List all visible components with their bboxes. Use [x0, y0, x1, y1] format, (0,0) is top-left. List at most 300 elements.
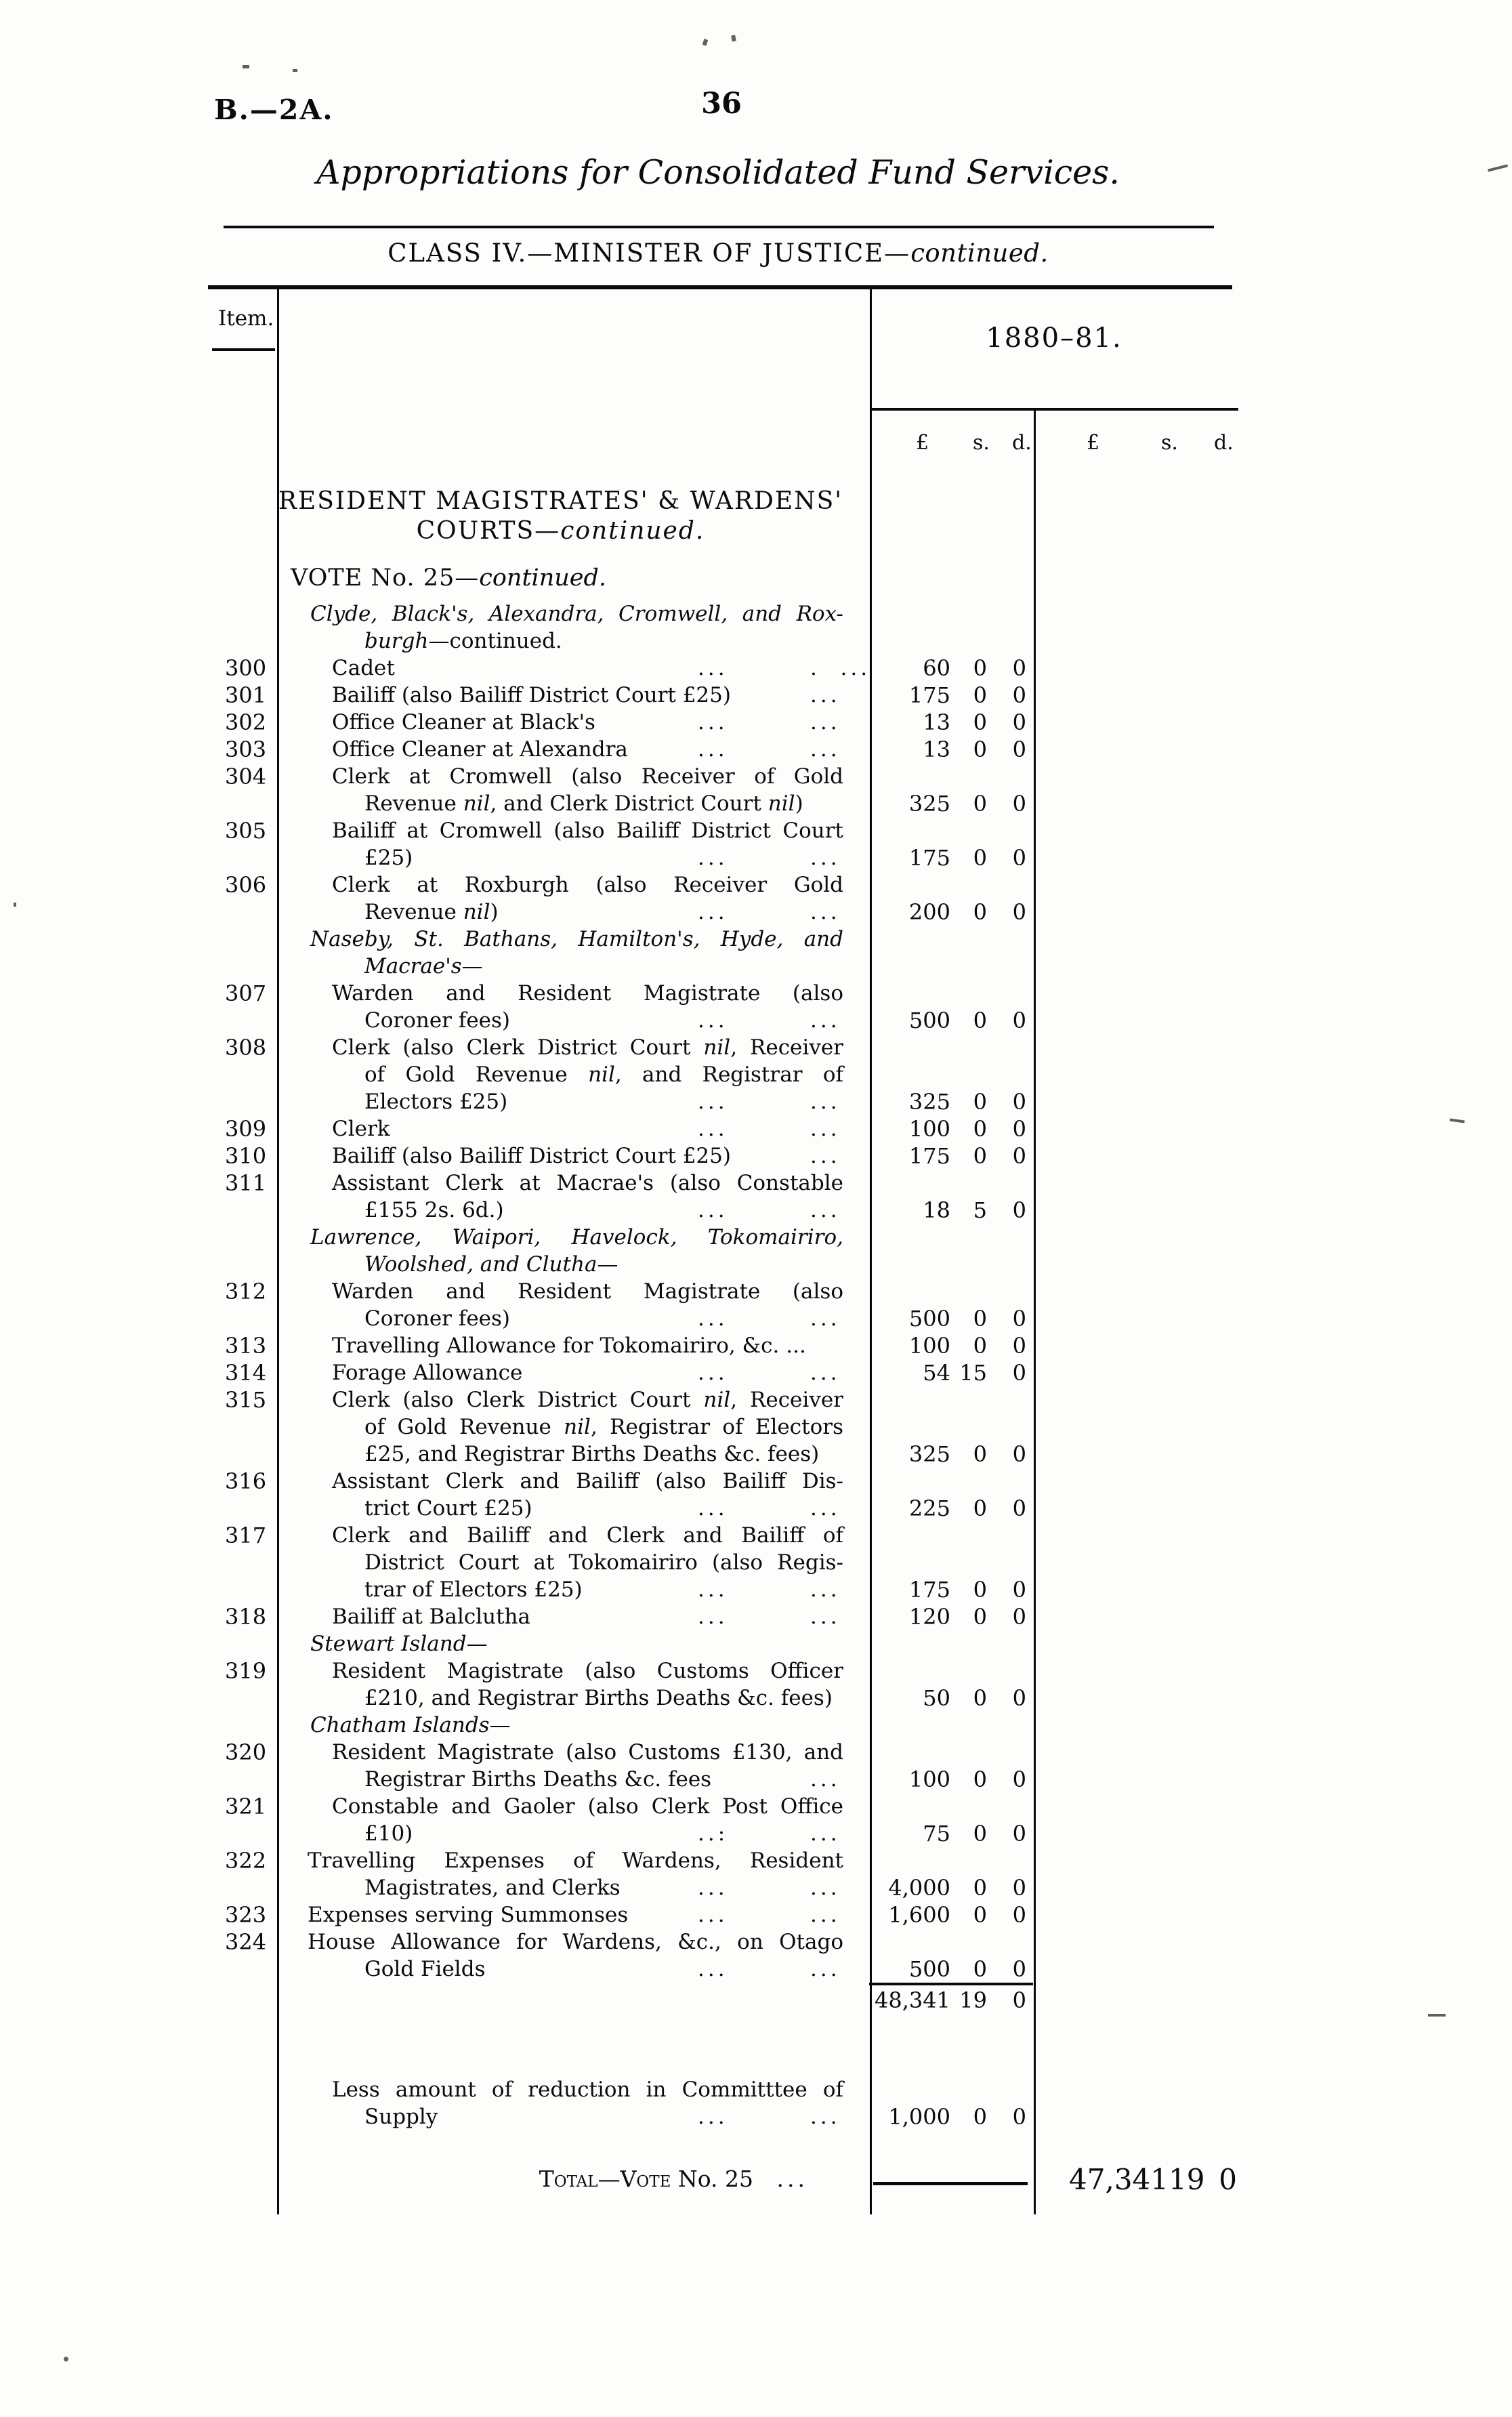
description-line: Bailiff at Balclutha — [332, 1605, 531, 1629]
description-line: £210, and Registrar Births Deaths &c. fees) — [364, 1686, 833, 1710]
pounds-value: 175 — [908, 1577, 950, 1603]
table-row-item-313 — [210, 1332, 1246, 1359]
dot-leader: ... — [698, 1577, 728, 1602]
item-column-header: Item. — [218, 306, 274, 331]
item-number: 316 — [225, 1468, 267, 1494]
description — [278, 1630, 869, 1657]
money-column-1 — [869, 1766, 1033, 1793]
dot-leader: ... — [698, 1090, 728, 1114]
table-row-item-303 — [210, 736, 1246, 763]
shillings-value: 0 — [973, 1577, 987, 1603]
money-column-1 — [869, 1305, 1033, 1332]
description-line: Clyde, Black's, Alexandra, Cromwell, and Rox- — [310, 602, 843, 626]
table-row-subhead — [210, 926, 1246, 980]
description-line: Revenue nil) — [364, 900, 499, 924]
item-number: 313 — [225, 1333, 267, 1359]
shillings-value: 0 — [973, 1089, 987, 1115]
dot-leader: ... — [698, 1306, 728, 1331]
item-number: 322 — [225, 1848, 267, 1874]
shillings-value: 0 — [973, 1306, 987, 1331]
description-line: Clerk (also Clerk District Court nil, Receiver — [332, 1035, 843, 1060]
dot-leader: ... — [698, 900, 728, 924]
pence-value: 0 — [1012, 2104, 1026, 2130]
rule-under-title — [224, 226, 1214, 228]
table-row-item-306 — [210, 871, 1246, 926]
table-row-total — [210, 2164, 1246, 2195]
dot-leader: ... — [810, 683, 841, 707]
table-row-less — [210, 2076, 1246, 2130]
table-row-section — [210, 487, 1246, 546]
pounds-value: 120 — [908, 1604, 950, 1630]
dot-leader: ... — [810, 1577, 841, 1602]
pounds-value: 175 — [908, 682, 950, 708]
pence-value: 0 — [1012, 791, 1026, 817]
dot-leader: ... — [698, 1876, 728, 1900]
description — [278, 600, 869, 655]
money-column-1 — [869, 655, 1033, 682]
pence-value: 0 — [1012, 1360, 1026, 1386]
table-row-item-319 — [210, 1657, 1246, 1712]
description — [278, 487, 869, 546]
description-line: trict Court £25) — [364, 1496, 532, 1521]
table-row-subhead — [210, 1224, 1246, 1278]
description — [278, 1603, 869, 1630]
pounds-header-1: £ — [916, 431, 929, 455]
money-column-1 — [869, 1007, 1033, 1034]
description-line: Electors £25) — [364, 1090, 508, 1114]
pence-value: 0 — [1012, 1008, 1026, 1033]
description-line: Assistant Clerk and Bailiff (also Bailiff Dis- — [332, 1469, 843, 1493]
scan-artifact — [64, 2357, 68, 2361]
money-column-1 — [869, 1901, 1033, 1928]
table-row-vote — [210, 562, 1246, 594]
pounds-value: 60 — [923, 655, 950, 681]
pounds-value: 100 — [908, 1333, 950, 1359]
description-line: Warden and Resident Magistrate (also — [332, 1279, 843, 1304]
pounds-value: 500 — [908, 1306, 950, 1331]
dot-leader: ... — [810, 900, 841, 924]
description-line: VOTE No. 25—continued. — [291, 564, 607, 592]
pence-value: 0 — [1012, 1089, 1026, 1115]
shillings-value: 0 — [973, 655, 987, 681]
scan-artifact — [14, 903, 16, 907]
table-row-item-315 — [210, 1386, 1246, 1468]
description-line: £25, and Registrar Births Deaths &c. fees) — [364, 1442, 820, 1466]
description-line: burgh—continued. — [364, 629, 562, 653]
description-line: Constable and Gaoler (also Clerk Post Office — [332, 1794, 843, 1819]
description — [278, 926, 869, 980]
table-row-item-316 — [210, 1468, 1246, 1522]
money-column-2 — [1033, 2164, 1244, 2195]
shillings-value: 19 — [959, 1987, 987, 2013]
description-line: Chatham Islands— — [310, 1713, 511, 1737]
description-line: Magistrates, and Clerks — [364, 1876, 621, 1900]
description — [278, 1224, 869, 1278]
description-line: Coroner fees) — [364, 1008, 511, 1033]
table-row-item-314 — [210, 1359, 1246, 1386]
pounds-value: 200 — [908, 899, 950, 925]
description-line: Forage Allowance — [332, 1361, 523, 1385]
shillings-value: 0 — [973, 1143, 987, 1169]
description-line: Revenue nil, and Clerk District Court nil) — [364, 791, 803, 816]
shillings-value: 0 — [973, 1685, 987, 1711]
description — [278, 2164, 869, 2195]
shillings-value: 0 — [973, 1767, 987, 1792]
shillings-value: 0 — [973, 2104, 987, 2130]
pounds-value: 100 — [908, 1116, 950, 1142]
scan-artifact — [1488, 164, 1508, 171]
pence-value: 0 — [1012, 737, 1026, 762]
description-line: Resident Magistrate (also Customs £130, and — [332, 1740, 843, 1764]
scan-artifact — [243, 65, 249, 68]
page-title: Appropriations for Consolidated Fund Services. — [316, 153, 1120, 192]
pounds-value: 48,341 — [875, 1987, 950, 2013]
table-row-subtotal — [210, 1983, 1246, 2014]
pence-value: 0 — [1012, 1767, 1026, 1792]
money-column-1 — [869, 1332, 1033, 1359]
table-row-item-300 — [210, 655, 1246, 682]
description-line: Clerk (also Clerk District Court nil, Receiver — [332, 1388, 843, 1412]
item-number: 310 — [225, 1143, 267, 1169]
pounds-value: 225 — [908, 1495, 950, 1521]
money-column-1 — [869, 1983, 1033, 2014]
pounds-value: 175 — [908, 845, 950, 871]
scan-artifact — [1428, 2014, 1446, 2017]
money-column-1 — [869, 1359, 1033, 1386]
pence-value: 0 — [1012, 655, 1026, 681]
description — [278, 1359, 869, 1386]
description-line: Macrae's— — [364, 954, 483, 978]
dot-leader: ... — [698, 710, 728, 735]
item-number: 303 — [225, 737, 267, 762]
money-column-1 — [869, 1495, 1033, 1522]
dot-leader: ... — [810, 2105, 841, 2129]
dot-leader: ... — [810, 710, 841, 735]
pence-header-2: d. — [1214, 431, 1234, 455]
description — [278, 1278, 869, 1332]
description-line: COURTS—continued. — [416, 517, 705, 545]
description — [278, 1142, 869, 1170]
table-row-item-322 — [210, 1847, 1246, 1901]
dot-leader: ... — [698, 846, 728, 870]
description-line: Office Cleaner at Black's — [332, 710, 595, 735]
table-row-item-309 — [210, 1115, 1246, 1142]
pence-value: 0 — [1012, 845, 1026, 871]
item-number: 323 — [225, 1902, 267, 1928]
money-column-1 — [869, 1441, 1033, 1468]
description-line: Less amount of reduction in Committtee of — [332, 2078, 843, 2102]
dot-leader: ... — [698, 1198, 728, 1222]
shillings-header-1: s. — [973, 431, 990, 455]
money-column-1 — [869, 790, 1033, 817]
pence-value: 0 — [1012, 1333, 1026, 1359]
table-row-item-324 — [210, 1928, 1246, 1983]
item-number: 324 — [225, 1929, 267, 1955]
pounds-value: 13 — [923, 709, 950, 735]
money-column-1 — [869, 2103, 1033, 2130]
description — [278, 655, 869, 682]
money-column-1 — [869, 1115, 1033, 1142]
pence-value: 0 — [1012, 682, 1026, 708]
shillings-value: 0 — [973, 1495, 987, 1521]
table-row-item-312 — [210, 1278, 1246, 1332]
pence-value: 0 — [1012, 1685, 1026, 1711]
item-number: 318 — [225, 1604, 267, 1630]
description — [278, 1901, 869, 1928]
description — [278, 682, 869, 709]
dot-leader: ... — [698, 1903, 728, 1927]
description-line: Bailiff (also Bailiff District Court £25) — [332, 683, 731, 707]
shillings-value: 5 — [973, 1197, 987, 1223]
pence-value: 0 — [1012, 1143, 1026, 1169]
pounds-value: 50 — [923, 1685, 950, 1711]
dot-leader: ... — [698, 1605, 728, 1629]
item-number: 302 — [225, 709, 267, 735]
pounds-value: 325 — [908, 791, 950, 817]
description — [278, 980, 869, 1034]
year-column-header: 1880–81. — [986, 323, 1122, 354]
pounds-header-2: £ — [1087, 431, 1100, 455]
shillings-value: 0 — [973, 1441, 987, 1467]
description — [278, 1739, 869, 1793]
dot-leader: ... — [698, 1361, 728, 1385]
description — [278, 817, 869, 871]
description-line: Cadet — [332, 656, 395, 680]
pence-value: 0 — [1012, 899, 1026, 925]
shillings-value: 0 — [973, 1333, 987, 1359]
description-line: Woolshed, and Clutha— — [364, 1252, 618, 1277]
shillings-value: 0 — [973, 1821, 987, 1846]
scan-artifact — [293, 69, 297, 72]
dot-leader: ... — [698, 1008, 728, 1033]
money-column-1 — [869, 844, 1033, 871]
money-column-1 — [869, 1197, 1033, 1224]
item-number: 307 — [225, 980, 267, 1006]
pounds-value: 500 — [908, 1956, 950, 1982]
description-line: Bailiff at Cromwell (also Bailiff District Court — [332, 819, 843, 843]
description — [278, 1847, 869, 1901]
description — [278, 1170, 869, 1224]
dot-leader: . ... — [810, 656, 871, 680]
description — [278, 736, 869, 763]
item-number: 309 — [225, 1116, 267, 1142]
dot-leader: ... — [810, 1957, 841, 1981]
description-line: Clerk at Roxburgh (also Receiver Gold — [332, 873, 843, 897]
item-number: 317 — [225, 1523, 267, 1548]
dot-leader: ... — [810, 1306, 841, 1331]
description-line: Coroner fees) — [364, 1306, 511, 1331]
pence-value: 0 — [1012, 1116, 1026, 1142]
pence-value: 0 — [1012, 1306, 1026, 1331]
pounds-value: 54 — [923, 1360, 950, 1386]
money-column-1 — [869, 898, 1033, 926]
class-heading: CLASS IV.—MINISTER OF JUSTICE—continued. — [387, 239, 1049, 268]
description-line: Expenses serving Summonses — [308, 1903, 629, 1927]
description-line: £25) — [364, 846, 413, 870]
table-row-item-317 — [210, 1522, 1246, 1603]
pence-header-1: d. — [1012, 431, 1032, 455]
item-header-underline — [212, 348, 275, 351]
description-line: Office Cleaner at Alexandra — [332, 737, 628, 762]
description-line: Lawrence, Waipori, Havelock, Tokomairiro, — [310, 1225, 843, 1249]
shillings-value: 0 — [973, 1604, 987, 1630]
table-body — [210, 476, 1246, 2195]
money-column-1 — [869, 1088, 1033, 1115]
description-line: Resident Magistrate (also Customs Officer — [332, 1659, 843, 1683]
description — [278, 1034, 869, 1115]
total-dash-rule — [873, 2182, 1028, 2185]
dot-leader: ... — [698, 737, 728, 762]
description — [278, 1332, 869, 1359]
dot-leader: ... — [698, 1496, 728, 1521]
item-number: 304 — [225, 764, 267, 789]
item-number: 314 — [225, 1360, 267, 1386]
item-number: 305 — [225, 818, 267, 844]
money-column-1 — [869, 1874, 1033, 1901]
description — [278, 871, 869, 926]
dot-leader: ... — [776, 2166, 808, 2192]
item-number: 315 — [225, 1387, 267, 1413]
item-number: 319 — [225, 1658, 267, 1684]
shillings-value: 0 — [973, 791, 987, 817]
dot-leader: ... — [810, 1144, 841, 1168]
page-number: 36 — [701, 87, 742, 121]
dot-leader: ... — [810, 846, 841, 870]
description-line: Travelling Allowance for Tokomairiro, &c. ... — [332, 1334, 806, 1358]
description-line: Clerk — [332, 1117, 390, 1141]
dot-leader: ... — [810, 737, 841, 762]
table-row-item-301 — [210, 682, 1246, 709]
shillings-value: 0 — [973, 1902, 987, 1928]
money-header-rule — [870, 408, 1238, 411]
pounds-value: 325 — [908, 1441, 950, 1467]
item-number: 312 — [225, 1279, 267, 1304]
pence-value: 0 — [1012, 709, 1026, 735]
description-line: Stewart Island— — [310, 1632, 488, 1656]
pence-value: 0 — [1012, 1956, 1026, 1982]
table-row-item-320 — [210, 1739, 1246, 1793]
dot-leader: ..: — [698, 1821, 729, 1846]
pence-value: 0 — [1012, 1875, 1026, 1901]
dot-leader: ... — [698, 1957, 728, 1981]
description — [278, 1712, 869, 1739]
dot-leader: ... — [810, 1496, 841, 1521]
description-line: Gold Fields — [364, 1957, 486, 1981]
description — [278, 1793, 869, 1847]
description — [278, 1657, 869, 1712]
shillings-value: 0 — [973, 737, 987, 762]
table-row-item-323 — [210, 1901, 1246, 1928]
description — [278, 709, 869, 736]
dot-leader: ... — [810, 1090, 841, 1114]
dot-leader: ... — [698, 2105, 728, 2129]
item-number: 321 — [225, 1794, 267, 1819]
pence-value: 0 — [1012, 1197, 1026, 1223]
description-line: Naseby, St. Bathans, Hamilton's, Hyde, and — [310, 927, 843, 951]
table-row-item-311 — [210, 1170, 1246, 1224]
table-row-item-308 — [210, 1034, 1246, 1115]
description — [278, 1468, 869, 1522]
item-number: 320 — [225, 1739, 267, 1765]
scan-artifact — [702, 39, 708, 45]
money-column-1 — [869, 1685, 1033, 1712]
dot-leader: ... — [810, 1361, 841, 1385]
description — [278, 763, 869, 817]
pounds-value: 18 — [923, 1197, 950, 1223]
shillings-value: 0 — [973, 682, 987, 708]
dot-leader: ... — [810, 1903, 841, 1927]
shillings-value: 19 — [1169, 2163, 1205, 2196]
dot-leader: ... — [810, 1605, 841, 1629]
description-line: £10) — [364, 1821, 413, 1846]
dot-leader: ... — [810, 1008, 841, 1033]
pence-value: 0 — [1012, 1577, 1026, 1603]
money-column-1 — [869, 1576, 1033, 1603]
pounds-value: 325 — [908, 1089, 950, 1115]
description-line: trar of Electors £25) — [364, 1577, 583, 1602]
pence-value: 0 — [1219, 2163, 1237, 2196]
description-line: of Gold Revenue nil, Registrar of Electors — [364, 1415, 843, 1439]
shillings-value: 0 — [973, 1956, 987, 1982]
pounds-value: 13 — [923, 737, 950, 762]
pounds-value: 1,600 — [888, 1902, 950, 1928]
description-line: £155 2s. 6d.) — [364, 1198, 504, 1222]
description-line: Supply — [364, 2105, 438, 2129]
table-row-item-321 — [210, 1793, 1246, 1847]
dot-leader: ... — [810, 1876, 841, 1900]
description — [278, 1928, 869, 1983]
pounds-value: 47,341 — [1069, 2163, 1169, 2196]
shillings-value: 0 — [973, 845, 987, 871]
pence-value: 0 — [1012, 1495, 1026, 1521]
money-column-1 — [869, 1820, 1033, 1847]
table-row-subhead — [210, 1712, 1246, 1739]
description-line: House Allowance for Wardens, &c., on Otago — [308, 1930, 843, 1954]
shillings-value: 0 — [973, 1875, 987, 1901]
description — [278, 2076, 869, 2130]
pence-value: 0 — [1012, 1821, 1026, 1846]
shillings-header-2: s. — [1161, 431, 1178, 455]
table-row-item-318 — [210, 1603, 1246, 1630]
item-number: 301 — [225, 682, 267, 708]
description-line: Clerk and Bailiff and Clerk and Bailiff of — [332, 1523, 843, 1548]
table-row-item-310 — [210, 1142, 1246, 1170]
item-number: 300 — [225, 655, 267, 681]
table-top-rule — [208, 285, 1232, 289]
item-number: 308 — [225, 1035, 267, 1060]
description-line: Travelling Expenses of Wardens, Resident — [308, 1848, 843, 1873]
table-row-item-304 — [210, 763, 1246, 817]
money-column-1 — [869, 1956, 1033, 1983]
description — [278, 1983, 869, 2014]
pence-value: 0 — [1012, 1987, 1026, 2013]
shillings-value: 15 — [959, 1360, 987, 1386]
description — [278, 562, 869, 594]
description-line: Assistant Clerk at Macrae's (also Constable — [332, 1171, 843, 1195]
money-column-1 — [869, 682, 1033, 709]
dot-leader: ... — [698, 656, 728, 680]
description — [278, 1386, 869, 1468]
description-line: District Court at Tokomairiro (also Regis- — [364, 1550, 843, 1575]
table-row-subhead — [210, 1630, 1246, 1657]
shillings-value: 0 — [973, 1116, 987, 1142]
pounds-value: 1,000 — [888, 2104, 950, 2130]
description-line: RESIDENT MAGISTRATES' & WARDENS' — [278, 487, 843, 515]
total-label: Total—Vote No. 25 ... — [539, 2166, 808, 2192]
description — [278, 1522, 869, 1603]
pence-value: 0 — [1012, 1604, 1026, 1630]
money-column-1 — [869, 709, 1033, 736]
